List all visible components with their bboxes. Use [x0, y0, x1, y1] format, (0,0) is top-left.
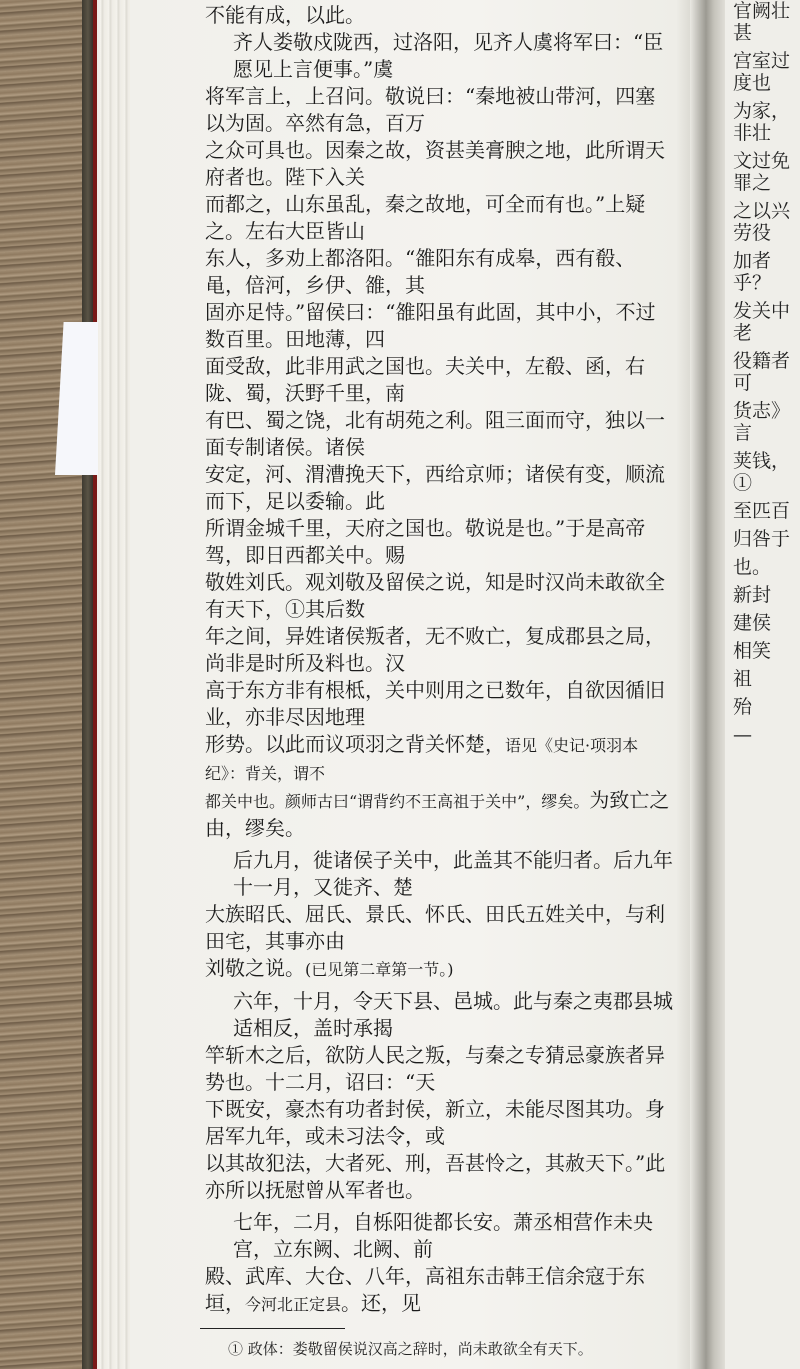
text-line	[205, 787, 675, 842]
text-line	[205, 731, 675, 787]
text-line	[205, 623, 675, 677]
line-text: 安定，河、渭漕挽天下，西给京师；诸侯有变，顺流而下，足以委输。此	[205, 462, 665, 513]
right-page-line: 发关中老	[733, 300, 791, 344]
right-page-line: 货志》言	[733, 400, 791, 444]
right-page-line: 归咎于	[733, 528, 791, 550]
text-line	[205, 191, 675, 245]
text-line	[205, 245, 675, 299]
line-text: 敬姓刘氏。观刘敬及留侯之说，知是时汉尚未敢欲全有天下，①其后数	[205, 570, 665, 621]
inline-note: 语见《史记·项羽本纪》：背关，谓不	[205, 736, 639, 783]
right-page-line: 之以兴劳役	[733, 200, 791, 244]
right-page-line: 官阙壮甚	[733, 0, 791, 44]
text-line	[205, 83, 675, 137]
line-text: 形势。以此而议项羽之背关怀楚，	[205, 732, 505, 756]
text-line	[205, 1263, 675, 1318]
text-line	[205, 299, 675, 353]
text-line	[205, 353, 675, 407]
line-text: 固亦足恃。”留侯曰：“雒阳虽有此固，其中小，不过数百里。田地薄，四	[205, 300, 656, 351]
text-line	[205, 955, 675, 983]
footnote-rule	[200, 1328, 345, 1329]
text-line	[205, 988, 675, 1042]
right-page-line: 加者乎？	[733, 250, 772, 294]
line-text: 下既安，豪杰有功者封侯，新立，未能尽图其功。身居军九年，或未习法令，或	[205, 1097, 665, 1148]
line-text: 。还，见	[341, 1291, 422, 1315]
text-line	[205, 677, 675, 731]
line-text: 面受敌，此非用武之国也。夫关中，左殽、函，右陇、蜀，沃野千里，南	[205, 354, 645, 405]
right-page	[725, 0, 800, 1369]
text-line	[205, 1096, 675, 1150]
line-text: 将军言上，上召问。敬说曰：“秦地被山带河，四塞以为固。卒然有急，百万	[205, 84, 656, 135]
book-gutter	[690, 0, 730, 1369]
text-line	[205, 407, 675, 461]
line-text: 后九月，徙诸侯子关中，此盖其不能归者。后九年十一月，又徙齐、楚	[233, 848, 673, 899]
right-page-line: 新封	[733, 584, 772, 606]
text-line	[205, 569, 675, 623]
text-line	[205, 515, 675, 569]
right-page-line: 祖	[733, 668, 753, 690]
text-line	[205, 901, 675, 955]
left-page-body	[205, 2, 675, 1318]
right-page-line: 也。	[733, 556, 772, 578]
line-text: 大族昭氏、屈氏、景氏、怀氏、田氏五姓关中，与利田宅，其事亦由	[205, 902, 665, 953]
text-line	[205, 1209, 675, 1263]
text-line	[205, 137, 675, 191]
line-text: 以其故犯法，大者死、刑，吾甚怜之，其赦天下。”此亦所以抚慰曾从军者也。	[205, 1151, 666, 1202]
text-line	[205, 1042, 675, 1096]
line-text: 东人，多劝上都洛阳。“雒阳东有成皋，西有殽、黾，倍河，乡伊、雒，其	[205, 246, 636, 297]
text-line	[205, 29, 675, 83]
left-page-text	[205, 0, 675, 1369]
line-text: 不能有成，以此。	[205, 3, 365, 27]
line-text: 而都之，山东虽乱，秦之故地，可全而有也。”上疑之。左右大臣皆山	[205, 192, 646, 243]
line-text: 所谓金城千里，天府之国也。敬说是也。”于是高帝驾，即日西都关中。赐	[205, 516, 646, 567]
line-text: 年之间，异姓诸侯叛者，无不败亡，复成郡县之局，尚非是时所及料也。汉	[205, 624, 665, 675]
inline-note: 都关中也。颜师古曰“谓背约不王高祖于关中”，缪矣。	[205, 792, 590, 811]
right-page-line: —	[733, 724, 752, 746]
right-page-line: 相笑	[733, 640, 772, 662]
line-text: 殿、武库、大仓、八年，高祖东击韩王信余寇于东垣，	[205, 1264, 645, 1315]
text-line	[205, 2, 675, 29]
line-text: 高于东方非有根柢，关中则用之已数年，自欲因循旧业，亦非尽因地理	[205, 678, 665, 729]
line-text: 六年，十月，令天下县、邑城。此与秦之夷郡县城适相反，盖时承揭	[233, 989, 673, 1040]
line-text: 有巴、蜀之饶，北有胡苑之利。阻三面而守，独以一面专制诸侯。诸侯	[205, 408, 665, 459]
line-text: 七年，二月，自栎阳徙都长安。萧丞相营作未央宫，立东阙、北阙、前	[233, 1210, 653, 1261]
inline-note: (已见第二章第一节。)	[305, 960, 454, 979]
inline-note: 今河北正定县	[245, 1295, 342, 1314]
right-page-line: 文过免罪之	[733, 150, 791, 194]
line-text: 齐人娄敬戍陇西，过洛阳，见齐人虞将军曰：“臣愿见上言便事。”虞	[233, 30, 664, 81]
right-page-line: 至匹百	[733, 500, 791, 522]
right-page-line: 役籍者可	[733, 350, 791, 394]
line-text: 刘敬之说。	[205, 956, 305, 980]
line-text: 为致亡之由，缪矣。	[205, 788, 670, 840]
text-line	[205, 461, 675, 515]
right-page-line: 殆	[733, 696, 753, 718]
page-edges	[97, 0, 133, 1369]
footnote: ① 政体：娄敬留侯说汉高之辞时，尚未敢欲全有天下。	[228, 1340, 593, 1358]
wooden-table	[0, 0, 90, 1369]
line-text: 之众可具也。因秦之故，资甚美膏腴之地，此所谓天府者也。陛下入关	[205, 138, 665, 189]
text-line	[205, 1150, 675, 1204]
right-page-line: 为家，非壮	[733, 100, 791, 144]
right-page-line: 荚钱，①	[733, 450, 791, 494]
line-text: 竿斩木之后，欲防人民之叛，与秦之专猜忌豪族者异势也。十二月，诏曰：“天	[205, 1043, 665, 1094]
right-page-line: 建侯	[733, 612, 772, 634]
right-page-line: 宫室过度也	[733, 50, 791, 94]
text-line	[205, 847, 675, 901]
